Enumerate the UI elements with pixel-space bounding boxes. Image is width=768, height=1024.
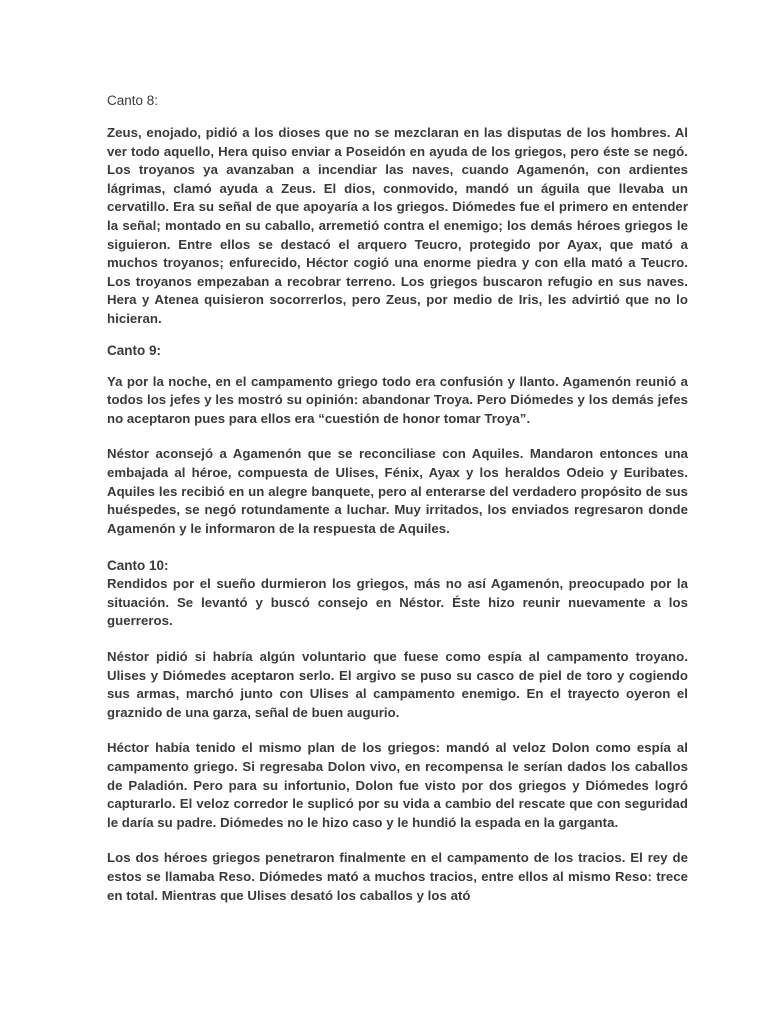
canto-10-heading: Canto 10:: [107, 558, 169, 574]
canto-8-paragraph: Zeus, enojado, pidió a los dioses que no se mezclaran en las disputas de los hombres. Al ver todo aquello, Hera quiso enviar a Poseidón en ayuda de los griegos, pero éste se negó. Los troyanos ya avanzaban a incendiar las naves, cuando Agamenón, con ardientes lágrimas, clamó ayuda a Zeus. El dios, conmovido, mandó un águila que llevaba un cervatillo. Era su señal de que apoyaría a los griegos. Diómedes fue el primero en entender la señal; montado en su caballo, arremetió contra el enemigo; los demás héroes griegos le siguieron. Entre ellos se destacó el arquero Teucro, protegido por Ayax, que mató a muchos troyanos; enfurecido, Héctor cogió una enorme piedra y con ella mató a Teucro. Los troyanos empezaban a recobrar terreno. Los griegos buscaron refugio en sus naves. Hera y Atenea quisieron socorrerlos, pero Zeus, por medio de Iris, les advirtió que no lo hicieran.: [107, 125, 688, 326]
canto-8-heading: Canto 8:: [107, 93, 159, 108]
canto-10-paragraph-1: Rendidos por el sueño durmieron los griegos, más no así Agamenón, preocupado por la situación. Se levantó y buscó consejo en Néstor. Éste hizo reunir nuevamente a los guerreros.: [107, 576, 688, 629]
canto-9-paragraph-2: Néstor aconsejó a Agamenón que se reconciliase con Aquiles. Mandaron entonces una embajada al héroe, compuesta de Ulises, Fénix, Ayax y los heraldos Odeio y Euribates. Aquiles les recibió en un alegre banquete, pero al enterarse del verdadero propósito de sus huéspedes, se negó rotundamente a luchar. Muy irritados, los enviados regresaron donde Agamenón y le informaron de la respuesta de Aquiles.: [107, 446, 688, 536]
canto-10-paragraph-3: Héctor había tenido el mismo plan de los griegos: mandó al veloz Dolon como espía al campamento griego. Si regresaba Dolon vivo, en recompensa le serían dados los caballos de Paladión. Pero para su infortunio, Dolon fue visto por dos griegos y Diómedes logró capturarlo. El veloz corredor le suplicó por su vida a cambio del rescate que con seguridad le daría su padre. Diómedes no le hizo caso y le hundió la espada en la garganta.: [107, 740, 688, 830]
canto-9-paragraph-1: Ya por la noche, en el campamento griego todo era confusión y llanto. Agamenón reunió a todos los jefes y les mostró su opinión: abandonar Troya. Pero Diómedes y los demás jefes no aceptaron pues para ellos era “cuestión de honor tomar Troya”.: [107, 373, 688, 426]
canto-9-heading: Canto 9:: [107, 342, 161, 358]
canto-10-paragraph-2: Néstor pidió si habría algún voluntario que fuese como espía al campamento troyano. Ulises y Diómedes aceptaron serlo. El argivo se puso su casco de piel de toro y cogiendo sus armas, marchó junto con Ulises al campamento enemigo. En el trayecto oyeron el graznido de una garza, señal de buen augurio.: [107, 649, 688, 720]
document-page: [107, 92, 688, 905]
canto-10-paragraph-4: Los dos héroes griegos penetraron finalmente en el campamento de los tracios. El rey de estos se llamaba Reso. Diómedes mató a muchos tracios, entre ellos al mismo Reso: trece en total. Mientras que Ulises desató los caballos y los ató: [107, 850, 688, 903]
